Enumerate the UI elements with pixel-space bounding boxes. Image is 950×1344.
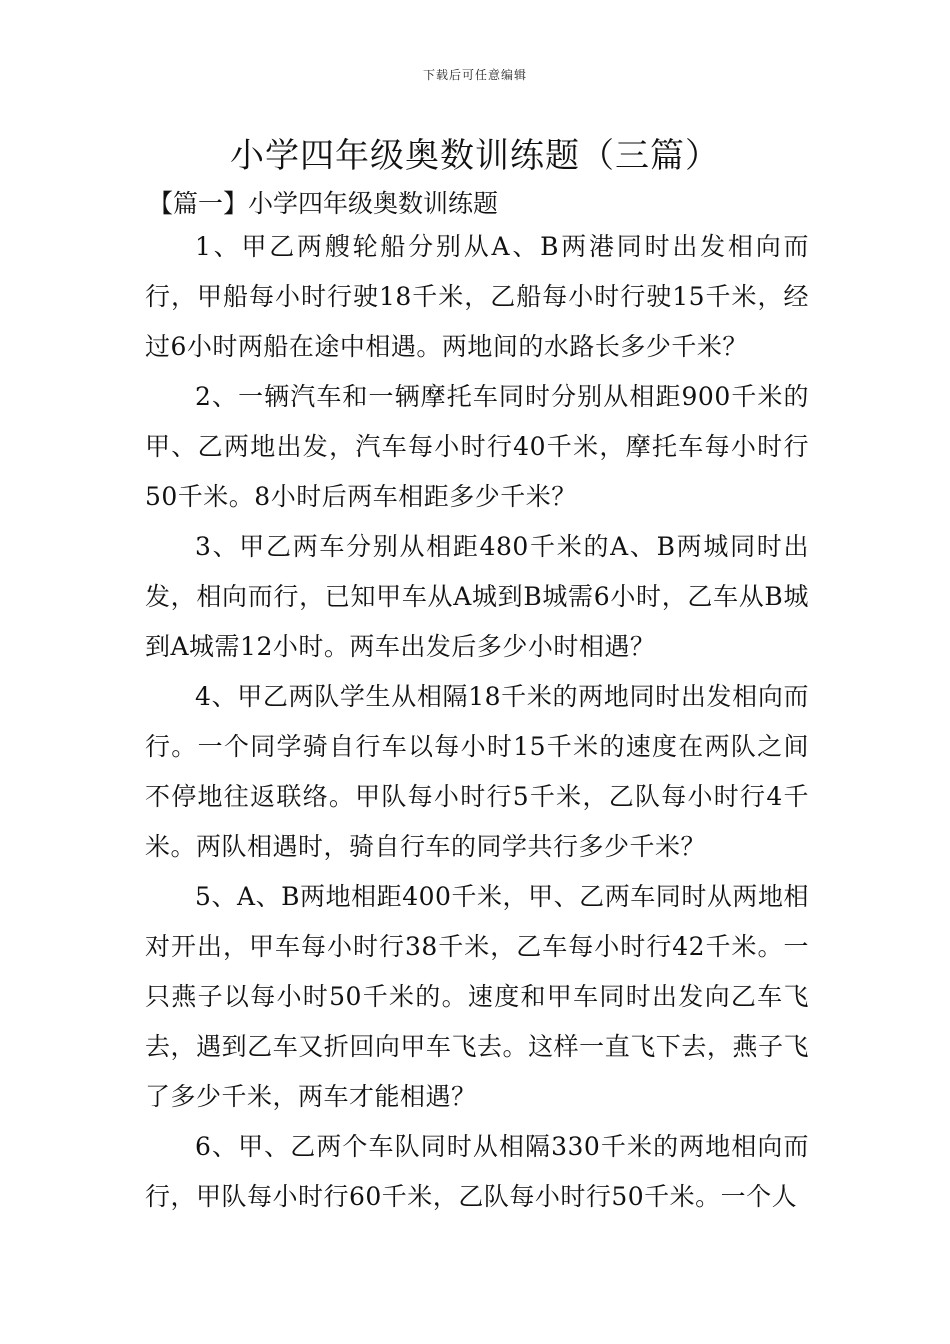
problem-list (145, 222, 809, 1222)
problem-1: 1、甲乙两艘轮船分别从A、B两港同时出发相向而行，甲船每小时行驶18千米，乙船每小时行驶15千米，经过6小时两船在途中相遇。两地间的水路长多少千米？ (145, 232, 809, 361)
problem-6: 6、甲、乙两个车队同时从相隔330千米的两地相向而行，甲队每小时行60千米，乙队每小时行50千米。一个人 (145, 1132, 809, 1211)
problem-4: 4、甲乙两队学生从相隔18千米的两地同时出发相向而行。一个同学骑自行车以每小时15千米的速度在两队之间不停地往返联络。甲队每小时行5千米，乙队每小时行4千米。两队相遇时，骑自行车的同学共行多少千米？ (145, 682, 809, 861)
section-heading: 【篇一】小学四年级奥数训练题 (148, 189, 499, 218)
page-title: 小学四年级奥数训练题（三篇） (230, 136, 720, 176)
header-note: 下载后可任意编辑 (422, 68, 527, 82)
problem-2: 2、一辆汽车和一辆摩托车同时分别从相距900千米的甲、乙两地出发，汽车每小时行40千米，摩托车每小时行50千米。8小时后两车相距多少千米？ (145, 382, 809, 511)
problem-5: 5、A、B两地相距400千米，甲、乙两车同时从两地相对开出，甲车每小时行38千米，乙车每小时行42千米。一只燕子以每小时50千米的。速度和甲车同时出发向乙车飞去，遇到乙车又折回向甲车飞去。这样一直飞下去，燕子飞了多少千米，两车才能相遇？ (145, 882, 809, 1111)
problem-3: 3、甲乙两车分别从相距480千米的A、B两城同时出发，相向而行，已知甲车从A城到B城需6小时，乙车从B城到A城需12小时。两车出发后多少小时相遇？ (145, 532, 809, 661)
